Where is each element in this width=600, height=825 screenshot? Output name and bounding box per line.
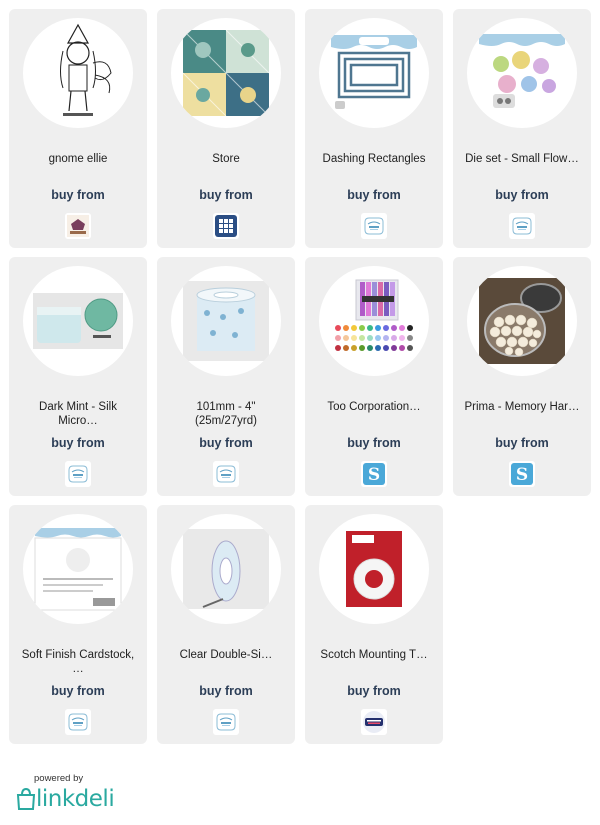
cardstock-pack-image	[33, 526, 123, 612]
linkdeli-logo[interactable]	[16, 786, 114, 812]
product-image-circle[interactable]	[319, 514, 429, 624]
product-image-circle[interactable]	[319, 18, 429, 128]
shopping-bag-icon	[16, 787, 36, 811]
product-title[interactable]: Die set - Small Flow…	[465, 153, 579, 165]
buy-from-link[interactable]: buy from	[199, 684, 253, 698]
buy-from-link[interactable]: buy from	[347, 684, 401, 698]
buy-from-link[interactable]: buy from	[51, 684, 105, 698]
elizabeth-craft-store-icon[interactable]	[65, 709, 91, 735]
product-title[interactable]: Clear Double-Si…	[179, 649, 273, 661]
product-image-circle[interactable]	[171, 18, 281, 128]
svg-text:S: S	[367, 465, 381, 485]
gnome-stamp-drawing-image	[33, 23, 123, 123]
elizabeth-craft-store-icon[interactable]	[509, 213, 535, 239]
product-image-circle[interactable]	[319, 266, 429, 376]
elizabeth-craft-store-icon[interactable]	[361, 213, 387, 239]
product-card[interactable]	[157, 9, 295, 248]
product-card[interactable]	[453, 257, 591, 496]
buy-from-link[interactable]: buy from	[199, 436, 253, 450]
copic-markers-image	[332, 278, 416, 364]
buy-from-link[interactable]: buy from	[495, 436, 549, 450]
patterned-paper-pad-image	[183, 30, 269, 116]
mint-glitter-jar-image	[33, 293, 123, 349]
linkdeli-brand-text[interactable]: linkdeli	[36, 786, 115, 812]
buy-from-link[interactable]: buy from	[51, 188, 105, 202]
product-title[interactable]: Dark Mint - Silk Micro…	[39, 401, 117, 427]
product-title[interactable]: Store	[212, 153, 240, 165]
grid-store-icon[interactable]	[213, 213, 239, 239]
product-card[interactable]	[9, 505, 147, 744]
product-card[interactable]	[9, 9, 147, 248]
product-title[interactable]: gnome ellie	[48, 153, 108, 165]
buy-from-link[interactable]: buy from	[347, 188, 401, 202]
product-title[interactable]: Prima - Memory Har…	[464, 401, 580, 413]
s-store-icon[interactable]	[361, 461, 387, 487]
rectangle-dies-image	[329, 33, 419, 113]
product-card[interactable]	[305, 9, 443, 248]
elizabeth-craft-store-icon[interactable]	[65, 461, 91, 487]
flower-dies-image	[477, 32, 567, 114]
product-image-circle[interactable]	[23, 266, 133, 376]
product-image-circle[interactable]	[171, 266, 281, 376]
tape-roll-image	[183, 281, 269, 361]
product-title[interactable]: Too Corporation…	[327, 401, 421, 413]
product-title[interactable]: Dashing Rectangles	[322, 153, 426, 165]
product-image-circle[interactable]	[23, 514, 133, 624]
elizabeth-craft-store-icon[interactable]	[213, 461, 239, 487]
product-image-circle[interactable]	[171, 514, 281, 624]
buy-from-link[interactable]: buy from	[199, 188, 253, 202]
product-card[interactable]	[9, 257, 147, 496]
buy-from-link[interactable]: buy from	[51, 436, 105, 450]
pearl-jar-image	[479, 278, 565, 364]
product-title[interactable]: Soft Finish Cardstock, …	[21, 649, 135, 675]
double-sided-tape-image	[183, 529, 269, 609]
scotch-mounting-tape-image	[344, 529, 404, 609]
elizabeth-craft-store-icon[interactable]	[213, 709, 239, 735]
buy-from-link[interactable]: buy from	[495, 188, 549, 202]
create-for-less-store-icon[interactable]	[361, 709, 387, 735]
product-card[interactable]	[305, 257, 443, 496]
product-image-circle[interactable]	[23, 18, 133, 128]
product-title[interactable]: 101mm - 4" (25m/27yrd)	[195, 401, 257, 427]
digi-stamp-store-icon[interactable]	[65, 213, 91, 239]
product-title[interactable]: Scotch Mounting T…	[320, 649, 428, 661]
product-card[interactable]	[157, 505, 295, 744]
product-card[interactable]	[453, 9, 591, 248]
product-card[interactable]	[157, 257, 295, 496]
powered-by-label: powered by	[34, 773, 84, 784]
svg-text:S: S	[515, 465, 529, 485]
s-store-icon[interactable]	[509, 461, 535, 487]
product-card[interactable]	[305, 505, 443, 744]
buy-from-link[interactable]: buy from	[347, 436, 401, 450]
product-image-circle[interactable]	[467, 266, 577, 376]
product-image-circle[interactable]	[467, 18, 577, 128]
